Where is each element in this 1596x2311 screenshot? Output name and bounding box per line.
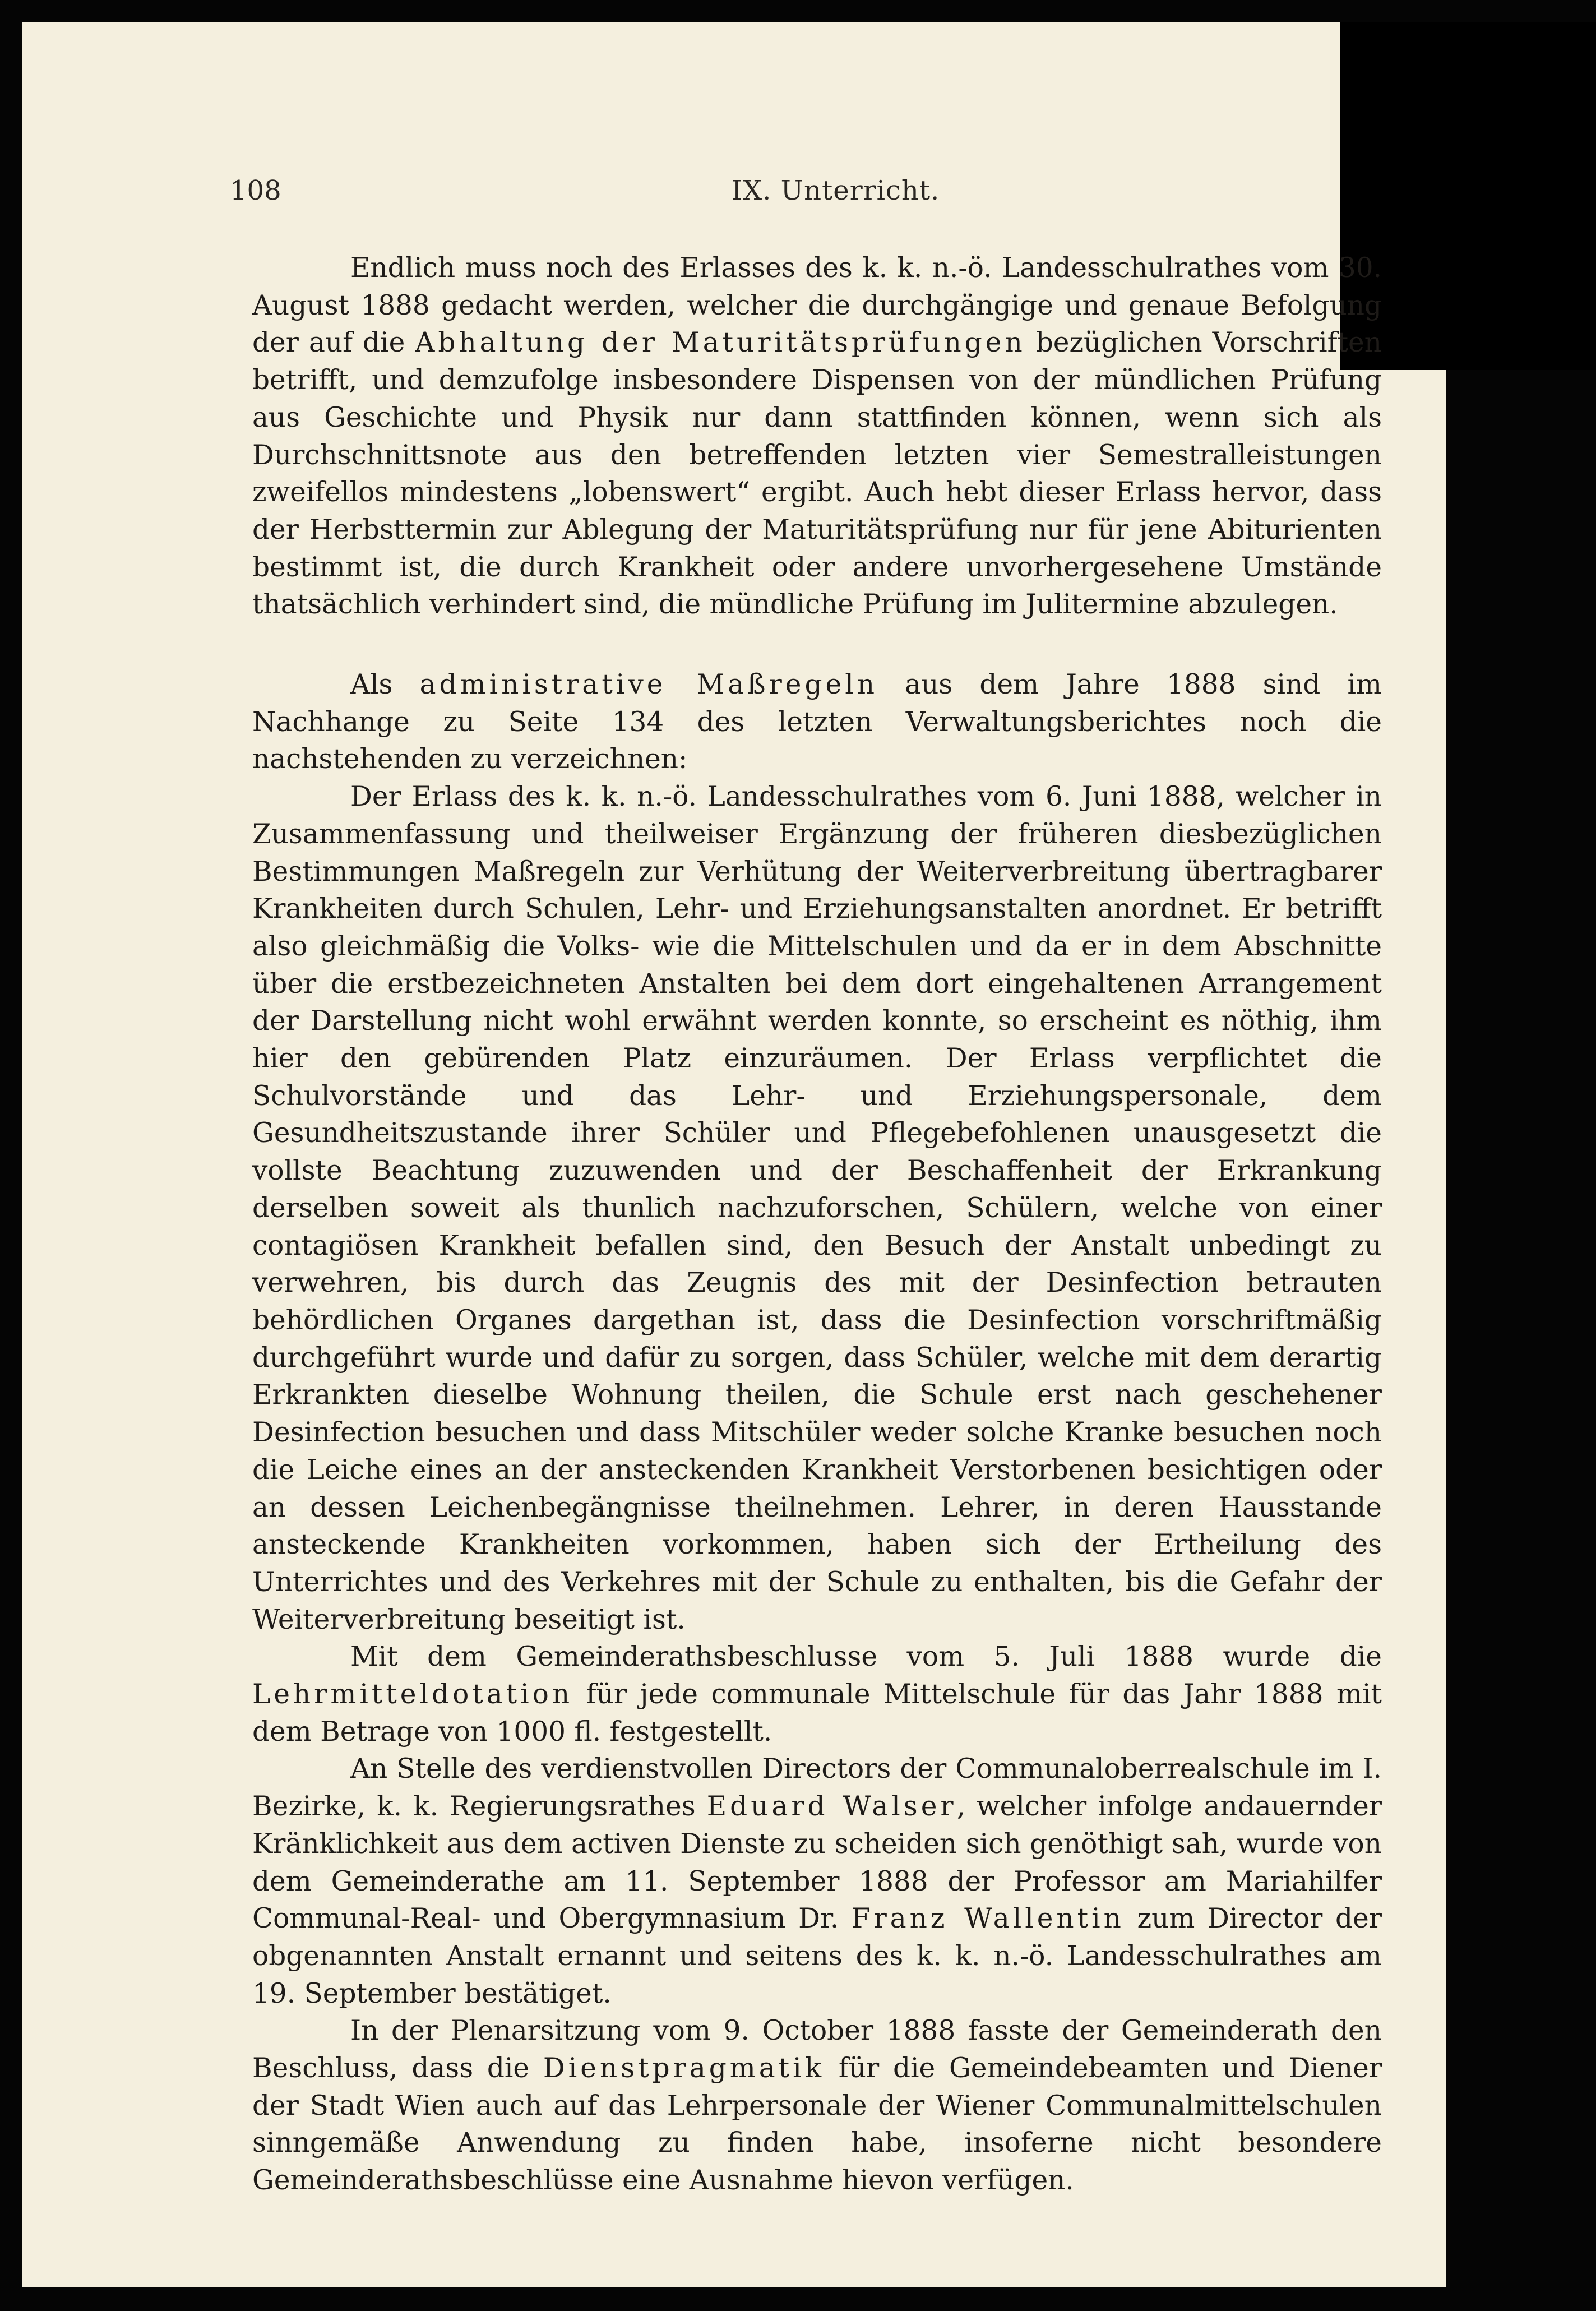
paragraph-maturity-exams: Endlich muss noch des Erlasses des k. k. n.-ö. Landesschulrathes vom 30. August 1888 gedacht werden, welcher die durchgängige und genaue Befolgung der auf die Abhaltung der Maturitätsprüfungen bezüglichen Vorschriften betrifft, und demzufolge insbesondere Dispensen von der mündlichen Prüfung aus Geschichte und Physik nur dann stattfinden können, wenn sich als Durchschnittsnote aus den betreffenden letzten vier Semestralleistungen zweifellos mindestens „lobenswert“ ergibt. Auch hebt dieser Erlass hervor, dass der Herbsttermin zur Ablegung der Maturitätsprüfung nur für jene Abiturienten bestimmt ist, die durch Krankheit oder andere unvorhergesehene Umstände thatsächlich verhindert sind, die mündliche Prüfung im Julitermine abzulegen. (252, 252, 1382, 621)
emphasis: Lehrmitteldotation (252, 1679, 573, 1711)
paragraph-director-appointment: An Stelle des verdienstvollen Directors der Communaloberrealschule im I. Bezirke, k. k. Regierungsrathes Eduard Walser, welcher infolge andauernder Kränklichkeit aus dem activen Dienste zu scheiden sich genöthigt sah, wurde von dem Gemeinderathe am 11. September 1888 der Professor am Mariahilfer Communal-Real- und Obergymnasium Dr. Franz Wallentin zum Director der obgenannten Anstalt ernannt und seitens des k. k. n.-ö. Landesschulrathes am 19. September bestätiget. (252, 1753, 1382, 2009)
paragraph-service-regulations: In der Plenarsitzung vom 9. October 1888 fasste der Gemeinderath den Beschluss, dass die Dienstpragmatik für die Gemeindebeamten und Diener der Stadt Wien auch auf das Lehrpersonale der Wiener Communalmittelschulen sinngemäße Anwendung zu finden habe, insoferne nicht besondere Gemeinderathsbeschlüsse eine Ausnahme hievon verfügen. (252, 2015, 1382, 2197)
section-title: IX. Unterricht. (732, 175, 940, 206)
body-text (252, 249, 1382, 2199)
paragraph-disease-decree: Der Erlass des k. k. n.-ö. Landesschulrathes vom 6. Juni 1888, welcher in Zusammenfassung und theilweiser Ergänzung der früheren diesbezüglichen Bestimmungen Maßregeln zur Verhütung der Weiterverbreitung übertragbarer Krankheiten durch Schulen, Lehr- und Erziehungsanstalten anordnet. Er betrifft also gleichmäßig die Volks- wie die Mittelschulen und da er in dem Abschnitte über die erstbezeichneten Anstalten bei dem dort eingehaltenen Arrangement der Darstellung nicht wohl erwähnt werden konnte, so erscheint es nöthig, ihm hier den gebürenden Platz einzuräumen. Der Erlass verpflichtet die Schulvorstände und das Lehr- und Erziehungspersonale, dem Gesundheitszustande ihrer Schüler und Pflegebefohlenen unausgesetzt die vollste Beachtung zuzuwenden und der Beschaffenheit der Erkrankung derselben soweit als thunlich nachzuforschen, Schülern, welche von einer contagiösen Krankheit befallen sind, den Besuch der Anstalt unbedingt zu verwehren, bis durch das Zeugnis des mit der Desinfection betrauten behördlichen Organes dargethan ist, dass die Desinfection vorschriftmäßig durchgeführt wurde und dafür zu sorgen, dass Schüler, welche mit dem derartig Erkrankten dieselbe Wohnung theilen, die Schule erst nach geschehener Desinfection besuchen und dass Mitschüler weder solche Kranke besuchen noch die Leiche eines an der ansteckenden Krankheit Verstorbenen besichtigen oder an dessen Leichenbegängnisse theilnehmen. Lehrer, in deren Hausstande ansteckende Krankheiten vorkommen, haben sich der Ertheilung des Unterrichtes und des Verkehres mit der Schule zu enthalten, bis die Gefahr der Weiterverbreitung beseitigt ist. (252, 781, 1382, 1635)
emphasis: Franz Wallentin (851, 1903, 1125, 1935)
emphasis: Abhaltung der Maturitätsprüfungen (415, 327, 1026, 359)
running-head (230, 168, 1379, 213)
paragraph-teaching-materials: Mit dem Gemeinderathsbeschlusse vom 5. Juli 1888 wurde die Lehrmitteldotation für jede communale Mittelschule für das Jahr 1888 mit dem Betrage von 1000 fl. festgestellt. (252, 1641, 1382, 1748)
page-number: 108 (230, 175, 281, 206)
emphasis: Eduard Walser (706, 1791, 957, 1823)
emphasis: Dienstpragmatik (543, 2053, 825, 2084)
paragraph-administrative-measures: Als administrative Maßregeln aus dem Jahre 1888 sind im Nachhange zu Seite 134 des letzten Verwaltungsberichtes noch die nachstehenden zu verzeichnen: (252, 669, 1382, 775)
emphasis: administrative Maßregeln (419, 669, 878, 701)
